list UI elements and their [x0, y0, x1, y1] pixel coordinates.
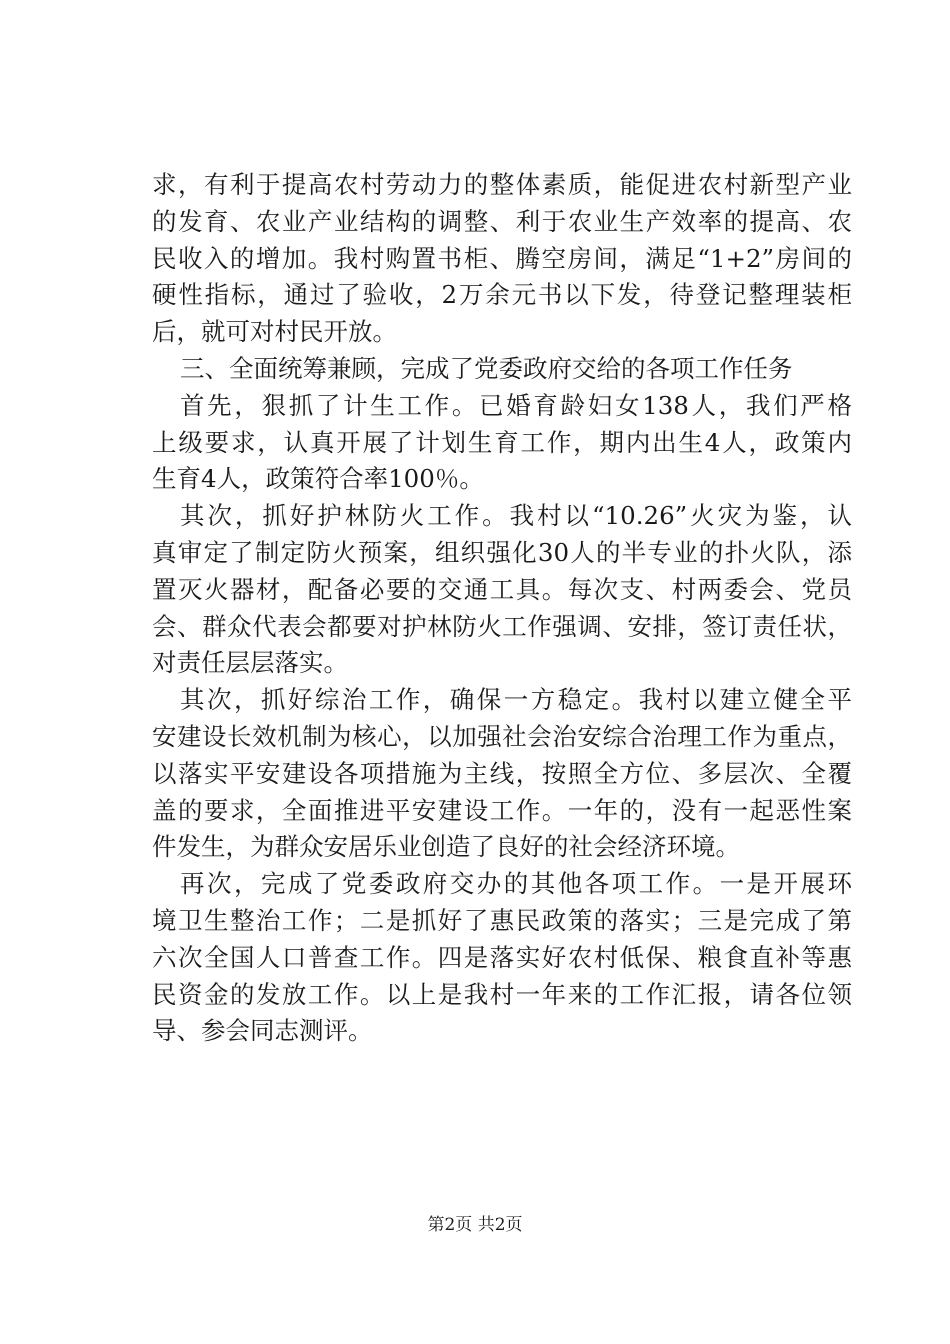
text-line: 生育4人，政策符合率100％。 — [152, 464, 484, 494]
text-line: 境卫生整治工作；二是抓好了惠民政策的落实；三是完成了第 — [152, 905, 852, 935]
document-body — [152, 167, 852, 1050]
text-line: 上级要求，认真开展了计划生育工作，期内出生4人，政策内 — [152, 427, 852, 457]
text-line: 安建设长效机制为核心，以加强社会治安综合治理工作为重点， — [152, 721, 852, 751]
text-line: 以落实平安建设各项措施为主线，按照全方位、多层次、全覆 — [152, 758, 852, 788]
text-line: 导、参会同志测评。 — [152, 1016, 373, 1046]
text-line: 硬性指标，通过了验收，2万余元书以下发，待登记整理装柜 — [152, 280, 852, 310]
text-line: 求，有利于提高农村劳动力的整体素质，能促进农村新型产业 — [152, 170, 852, 199]
text-line: 再次，完成了党委政府交办的其他各项工作。一是开展环 — [180, 869, 852, 899]
text-line: 盖的要求，全面推进平安建设工作。一年的，没有一起恶性案 — [152, 795, 852, 825]
text-line: 首先，狠抓了计生工作。已婚育龄妇女138人，我们严格 — [180, 390, 852, 420]
text-line: 对责任层层落实。 — [152, 648, 348, 678]
text-line: 后，就可对村民开放。 — [152, 317, 397, 347]
text-line: 其次，抓好综治工作，确保一方稳定。我村以建立健全平 — [180, 685, 852, 715]
text-line: 其次，抓好护林防火工作。我村以“10.26”火灾为鉴，认 — [180, 501, 852, 531]
text-line: 六次全国人口普查工作。四是落实好农村低保、粮食直补等惠 — [152, 942, 852, 972]
text-line: 件发生，为群众安居乐业创造了良好的社会经济环境。 — [152, 832, 740, 862]
section-heading: 三、全面统筹兼顾，完成了党委政府交给的各项工作任务 — [180, 353, 793, 383]
text-line: 置灭火器材，配备必要的交通工具。每次支、村两委会、党员 — [152, 574, 852, 604]
text-line: 会、群众代表会都要对护林防火工作强调、安排，签订责任状， — [152, 611, 852, 641]
text-line: 真审定了制定防火预案，组织强化30人的半专业的扑火队，添 — [152, 537, 852, 567]
text-line: 民资金的发放工作。以上是我村一年来的工作汇报，请各位领 — [152, 979, 852, 1009]
text-line: 民收入的增加。我村购置书柜、腾空房间，满足“1+2”房间的 — [152, 243, 852, 273]
page-number-footer: 第2页 共2页 — [427, 1215, 523, 1235]
text-line: 的发育、农业产业结构的调整、利于农业生产效率的提高、农 — [152, 206, 852, 236]
